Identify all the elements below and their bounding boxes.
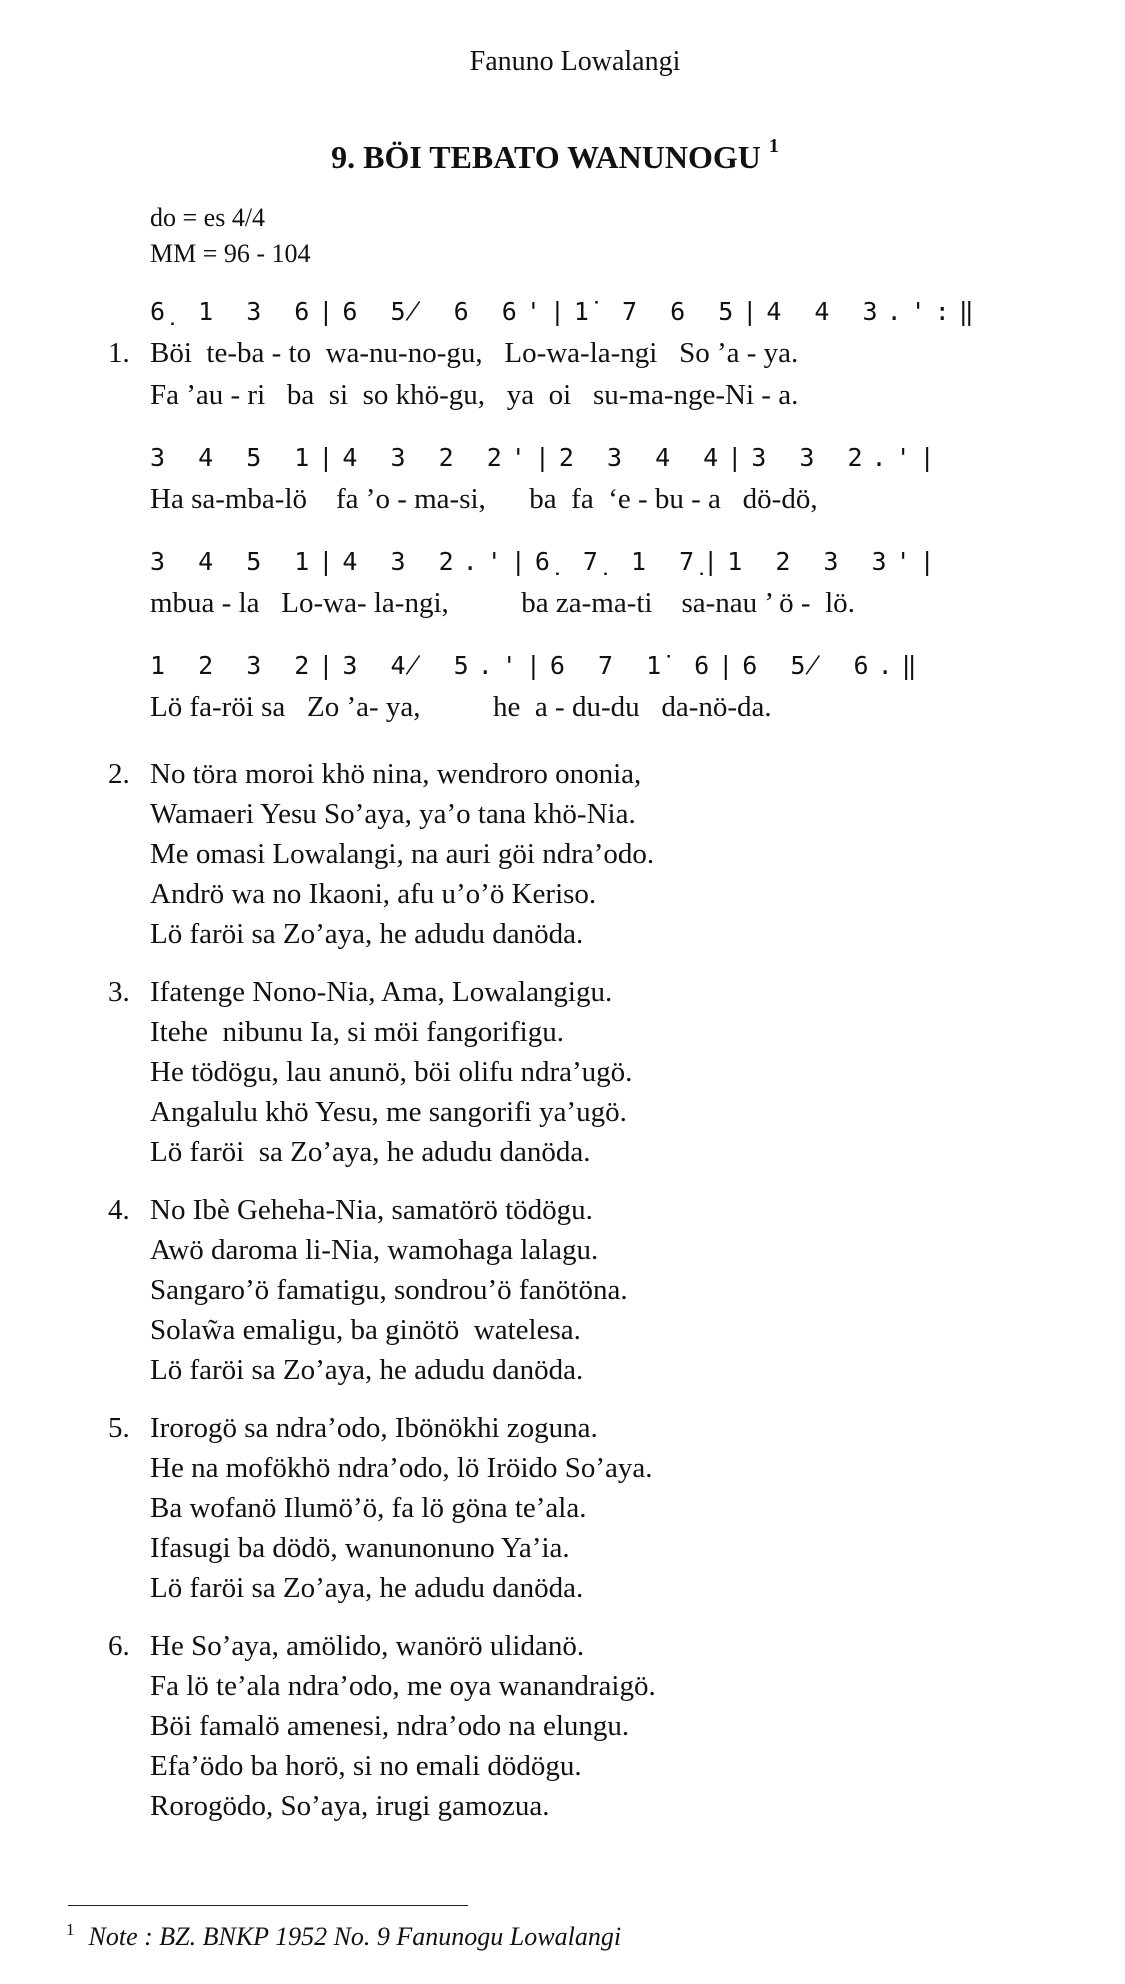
verse-line: Ifatenge Nono-Nia, Ama, Lowalangigu. [150, 976, 613, 1008]
tempo-marking: MM = 96 - 104 [150, 239, 311, 268]
verse-line: Lö faröi sa Zo’aya, he adudu danöda. [150, 1136, 591, 1168]
footnote-text: Note : BZ. BNKP 1952 No. 9 Fanunogu Lowalangi [88, 1922, 622, 1951]
verse-number: 6. [108, 1630, 130, 1662]
song-title-text: 9. BÖI TEBATO WANUNOGU [331, 139, 761, 175]
verse-line: He na mofökhö ndra’odo, lö Iröido So’aya. [150, 1452, 653, 1484]
notation-line: 3 4 5 1|4 3 2 2'|2 3 4 4|3 3 2.'| [150, 443, 944, 472]
verse-line: Sangaro’ö famatigu, sondrou’ö fanötöna. [150, 1274, 628, 1306]
verse [108, 972, 656, 1172]
key-signature: do = es 4/4 [150, 203, 266, 232]
footnote-divider [68, 1905, 468, 1906]
song-meta [150, 200, 311, 272]
music-notation [108, 292, 983, 728]
verse-line: Angalulu khö Yesu, me sangorifi ya’ugö. [150, 1096, 627, 1128]
verse-number: 2. [108, 758, 130, 790]
notation-line: 6̣ 1 3 6|6 5̸ 6 6'|1̇ 7 6 5|4 4 3.':‖ [150, 297, 983, 326]
lyric-line-wrapper [108, 332, 983, 374]
verse-line: Efa’ödo ba horö, si no emali dödögu. [150, 1750, 582, 1782]
verse-number: 3. [108, 976, 130, 1008]
verse-line: Awö daroma li-Nia, wamohaga lalagu. [150, 1234, 599, 1266]
verse-line: Ba wofanö Ilumö’ö, fa lö göna te’ala. [150, 1492, 587, 1524]
footnote-marker: 1 [66, 1920, 75, 1939]
verse-line: Andrö wa no Ikaoni, afu u’o’ö Keriso. [150, 878, 597, 910]
verse-line: Rorogödo, So’aya, irugi gamozua. [150, 1790, 550, 1822]
verse-line: Wamaeri Yesu So’aya, ya’o tana khö-Nia. [150, 798, 636, 830]
footnote-reference: 1 [768, 135, 779, 157]
verse-line: Irorogö sa ndra’odo, Ibönökhi zoguna. [150, 1412, 598, 1444]
verse [108, 1190, 656, 1390]
notation-line: 3 4 5 1|4 3 2.'|6̣ 7̣ 1 7̣|1 2 3 3'| [150, 547, 944, 576]
verse-line: Ifasugi ba dödö, wanunonuno Ya’ia. [150, 1532, 570, 1564]
system-gap [150, 520, 983, 542]
book-title: Fanuno Lowalangi [469, 46, 681, 77]
verse-line: Itehe nibunu Ia, si möi fangorifigu. [150, 1016, 564, 1048]
verse [108, 754, 656, 954]
verse-line: Lö faröi sa Zo’aya, he adudu danöda. [150, 918, 584, 950]
lyric-line: Böi te-ba - to wa-nu-no-gu, Lo-wa-la-ngi So ’a - ya. [150, 337, 799, 369]
lyric-line: Lö fa-röi sa Zo ’a- ya, he a - du-du da-nö-da. [150, 691, 772, 723]
verse-line: He tödögu, lau anunö, böi olifu ndra’ugö. [150, 1056, 633, 1088]
verse-line: Solaw̃a emaligu, ba ginötö watelesa. [150, 1314, 581, 1346]
verse-line: Lö faröi sa Zo’aya, he adudu danöda. [150, 1572, 584, 1604]
verse [108, 1408, 656, 1608]
verse-line: Me omasi Lowalangi, na auri göi ndra’odo. [150, 838, 655, 870]
verse-line: Fa lö te’ala ndra’odo, me oya wanandraigö. [150, 1670, 656, 1702]
verse-line: Böi famalö amenesi, ndra’odo na elungu. [150, 1710, 630, 1742]
song-title [0, 124, 1110, 179]
system-gap [150, 416, 983, 438]
verse-number: 1. [108, 337, 130, 369]
verse-number: 4. [108, 1194, 130, 1226]
system-gap [150, 624, 983, 646]
lyric-line: Ha sa-mba-lö fa ’o - ma-si, ba fa ‘e - bu - a dö-dö, [150, 483, 818, 515]
lyric-line: Fa ’au - ri ba si so khö-gu, ya oi su-ma-nge-Ni - a. [150, 379, 799, 411]
verse-line: Lö faröi sa Zo’aya, he adudu danöda. [150, 1354, 584, 1386]
lyric-line: mbua - la Lo-wa- la-ngi, ba za-ma-ti sa-nau ’ ö - lö. [150, 587, 855, 619]
verse-line: He So’aya, amölido, wanörö ulidanö. [150, 1630, 585, 1662]
verse-line: No töra moroi khö nina, wendroro ononia, [150, 758, 642, 790]
footnote [66, 1912, 621, 1955]
verse-number: 5. [108, 1412, 130, 1444]
verse [108, 1626, 656, 1826]
verse-line: No Ibè Geheha-Nia, samatörö tödögu. [150, 1194, 593, 1226]
notation-line: 1 2 3 2|3 4̸ 5.'|6 7 1̇ 6|6 5̸ 6.‖ [150, 651, 926, 680]
verses [108, 754, 656, 1844]
